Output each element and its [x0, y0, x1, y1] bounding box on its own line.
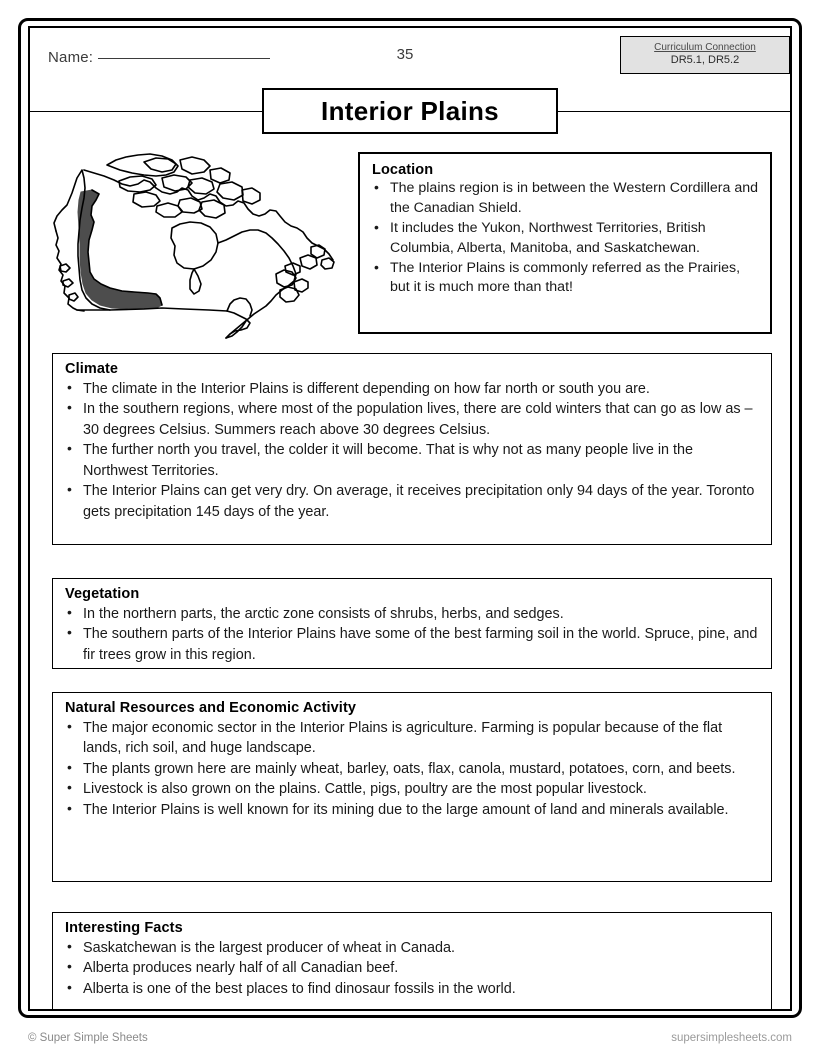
page-footer	[28, 1032, 792, 1044]
section-vegetation	[52, 578, 772, 669]
canada-map-icon	[44, 148, 349, 344]
bullet-list-interesting-facts	[65, 938, 759, 999]
section-heading-natural-resources: Natural Resources and Economic Activity	[65, 700, 357, 716]
list-item: • The plains region is in between the Western Cordillera and the Canadian Shield.	[372, 179, 760, 219]
section-heading-interesting-facts: Interesting Facts	[65, 920, 183, 936]
list-item: • Saskatchewan is the largest producer of wheat in Canada.	[65, 938, 759, 958]
list-item: • Livestock is also grown on the plains. Cattle, pigs, poultry are the most popular livestock.	[65, 779, 759, 799]
list-item: • The major economic sector in the Interior Plains is agriculture. Farming is popular because of the flat lands, rich soil, and huge landscape.	[65, 718, 759, 759]
list-item: • The climate in the Interior Plains is different depending on how far north or south you are.	[65, 379, 759, 399]
section-location	[358, 152, 772, 334]
list-item: • The Interior Plains can get very dry. On average, it receives precipitation only 94 days of the year. Toronto gets precipitation 145 days of the year.	[65, 481, 759, 522]
curriculum-connection-label: Curriculum Connection	[654, 41, 756, 53]
section-heading-climate: Climate	[65, 361, 119, 377]
section-natural-resources	[52, 692, 772, 882]
section-interesting-facts	[52, 912, 772, 1010]
name-write-line[interactable]	[98, 58, 270, 59]
website-link[interactable]: supersimplesheets.com	[671, 1032, 792, 1044]
bullet-list-vegetation	[65, 604, 759, 665]
curriculum-codes: DR5.1, DR5.2	[670, 54, 740, 67]
section-heading-location: Location	[372, 162, 434, 178]
list-item: • In the northern parts, the arctic zone consists of shrubs, herbs, and sedges.	[65, 604, 759, 624]
worksheet-title-box	[262, 88, 558, 134]
list-item: • It includes the Yukon, Northwest Territories, British Columbia, Alberta, Manitoba, and Saskatchewan.	[372, 219, 760, 259]
list-item: • The plants grown here are mainly wheat, barley, oats, flax, canola, mustard, potatoes, corn, and beets.	[65, 759, 759, 779]
name-field[interactable]	[48, 49, 270, 66]
list-item: • The Interior Plains is commonly referred as the Prairies, but it is much more than that!	[372, 259, 760, 299]
list-item: • In the southern regions, where most of the population lives, there are cold winters that can go as low as –30 degrees Celsius. Summers reach above 30 degrees Celsius.	[65, 399, 759, 440]
page-number: 35	[396, 46, 414, 63]
name-label-text: Name:	[48, 49, 94, 66]
section-heading-vegetation: Vegetation	[65, 586, 140, 602]
bullet-list-location	[372, 179, 760, 298]
section-climate	[52, 353, 772, 545]
bullet-list-natural-resources	[65, 718, 759, 820]
page-title: Interior Plains	[321, 95, 499, 126]
list-item: • The southern parts of the Interior Plains have some of the best farming soil in the world. Spruce, pine, and fir trees grow in this region.	[65, 624, 759, 665]
list-item: • The Interior Plains is well known for its mining due to the large amount of land and minerals available.	[65, 800, 759, 820]
list-item: • Alberta is one of the best places to find dinosaur fossils in the world.	[65, 979, 759, 999]
worksheet-header	[30, 28, 790, 87]
bullet-list-climate	[65, 379, 759, 522]
list-item: • The further north you travel, the colder it will become. That is why not as many people live in the Northwest Territories.	[65, 440, 759, 481]
curriculum-connection-badge	[620, 36, 790, 74]
list-item: • Alberta produces nearly half of all Canadian beef.	[65, 958, 759, 978]
copyright-text: © Super Simple Sheets	[28, 1032, 148, 1044]
